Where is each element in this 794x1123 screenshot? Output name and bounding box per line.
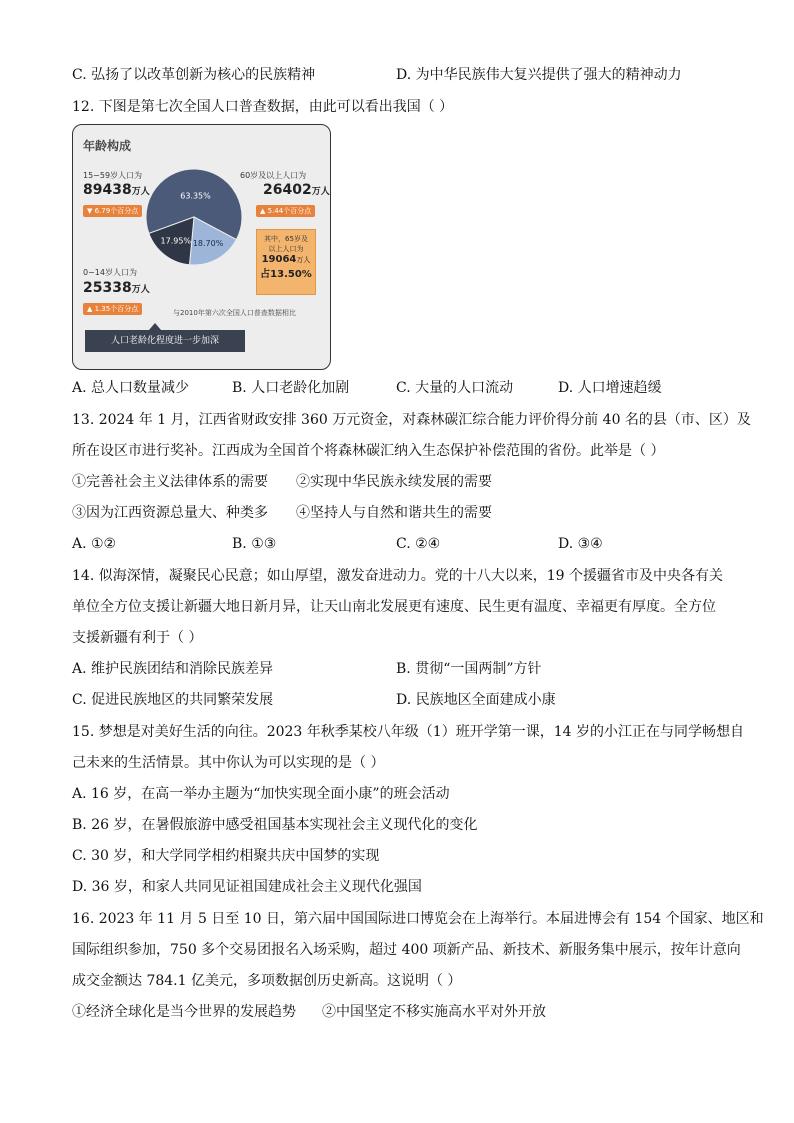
q14-option-d: D. 民族地区全面建成小康 [396, 692, 556, 708]
figure-title: 年龄构成 [83, 139, 132, 153]
q15-option-d: D. 36 岁，和家人共同见证祖国建成社会主义现代化强国 [72, 879, 422, 895]
q12-option-a: A. 总人口数量减少 [72, 380, 190, 396]
pie-label-2: 17.95% [160, 236, 192, 246]
q14-option-c: C. 促进民族地区的共同繁荣发展 [72, 692, 274, 708]
q16-line2: 国际组织参加，750 多个交易团报名入场采购，超过 400 项新产品、新技术、新服务集中展示，按年计意向 [72, 942, 741, 958]
q13-statement-3: ③因为江西资源总量大、种类多 [72, 505, 268, 521]
q11-option-c: C. 弘扬了以改革创新为核心的民族精神 [72, 67, 316, 83]
badge-60-plus: ▲ 5.44个百分点 [256, 205, 315, 217]
q14-line3: 支援新疆有利于（ ） [72, 630, 203, 646]
q13-statement-1: ①完善社会主义法律体系的需要 [72, 474, 268, 490]
aging-banner: 人口老龄化程度进一步加深 [85, 330, 245, 352]
label-0-14: 0−14岁人口为 [83, 268, 137, 277]
q13-statement-2: ②实现中华民族永续发展的需要 [296, 474, 492, 490]
pie-label-0: 63.35% [180, 191, 211, 201]
q13-option-b: B. ①③ [232, 536, 277, 552]
number-60-plus: 26402万人 [263, 182, 330, 198]
note-number: 19064万人 [261, 254, 311, 265]
q13-option-d: D. ③④ [558, 536, 603, 552]
compare-note: 与2010年第六次全国人口普查数据相比 [173, 309, 296, 317]
q15-option-a: A. 16 岁，在高一举办主题为“加快实现全面小康”的班会活动 [72, 786, 450, 802]
q15-line1: 15. 梦想是对美好生活的向往。2023 年秋季某校八年级（1）班开学第一课，14 岁的小江正在与同学畅想自 [72, 724, 744, 740]
number-0-14: 25338万人 [83, 280, 150, 296]
q13-option-c: C. ②④ [396, 536, 441, 552]
q12-option-b: B. 人口老龄化加剧 [232, 380, 350, 396]
q13-statement-4: ④坚持人与自然和谐共生的需要 [296, 505, 492, 521]
note-line1: 其中，65岁及 [264, 235, 308, 243]
q16-line3: 成交金额达 784.1 亿美元，多项数据创历史新高。这说明（ ） [72, 973, 462, 989]
q12-stem: 12. 下图是第七次全国人口普查数据，由此可以看出我国（ ） [72, 99, 454, 115]
note-line2: 以上人口为 [268, 245, 304, 253]
q13-line1: 13. 2024 年 1 月，江西省财政安排 360 万元资金，对森林碳汇综合能力评价得分前 40 名的县（市、区）及 [72, 412, 751, 428]
q12-option-c: C. 大量的人口流动 [396, 380, 514, 396]
population-age-figure [72, 124, 331, 370]
q14-option-a: A. 维护民族团结和消除民族差异 [72, 661, 274, 677]
q11-option-d: D. 为中华民族伟大复兴提供了强大的精神动力 [396, 67, 682, 83]
q14-line2: 单位全方位支援让新疆大地日新月异，让天山南北发展更有速度、民生更有温度、幸福更有厚度。全方位 [72, 599, 716, 615]
label-60-plus: 60岁及以上人口为 [240, 171, 307, 180]
number-15-59: 89438万人 [83, 182, 150, 198]
q16-line1: 16. 2023 年 11 月 5 日至 10 日，第六届中国国际进口博览会在上海举行。本届进博会有 154 个国家、地区和 [72, 911, 764, 927]
q16-statement-2: ②中国坚定不移实施高水平对外开放 [322, 1004, 546, 1020]
q15-option-b: B. 26 岁，在暑假旅游中感受祖国基本实现社会主义现代化的变化 [72, 817, 478, 833]
q14-option-b: B. 贯彻“一国两制”方针 [396, 661, 542, 677]
q13-line2: 所在设区市进行奖补。江西成为全国首个将森林碳汇纳入生态保护补偿范围的省份。此举是（ ） [72, 443, 665, 459]
q12-option-d: D. 人口增速趋缓 [558, 380, 662, 396]
q15-option-c: C. 30 岁，和大学同学相约相聚共庆中国梦的实现 [72, 848, 380, 864]
badge-0-14: ▲ 1.35个百分点 [83, 303, 142, 315]
q15-line2: 己未来的生活情景。其中你认为可以实现的是（ ） [72, 755, 385, 771]
label-15-59: 15−59岁人口为 [83, 171, 143, 180]
note-pct: 占13.50% [260, 269, 312, 280]
q16-statement-1: ①经济全球化是当今世界的发展趋势 [72, 1004, 296, 1020]
q14-line1: 14. 似海深情，凝聚民心民意；如山厚望，激发奋进动力。党的十八大以来，19 个援疆省市及中央各有关 [72, 568, 723, 584]
badge-15-59: ▼ 6.79个百分点 [83, 205, 142, 217]
banner-pointer [149, 323, 161, 330]
pie-label-1: 18.70% [192, 239, 224, 249]
q13-option-a: A. ①② [72, 536, 117, 552]
